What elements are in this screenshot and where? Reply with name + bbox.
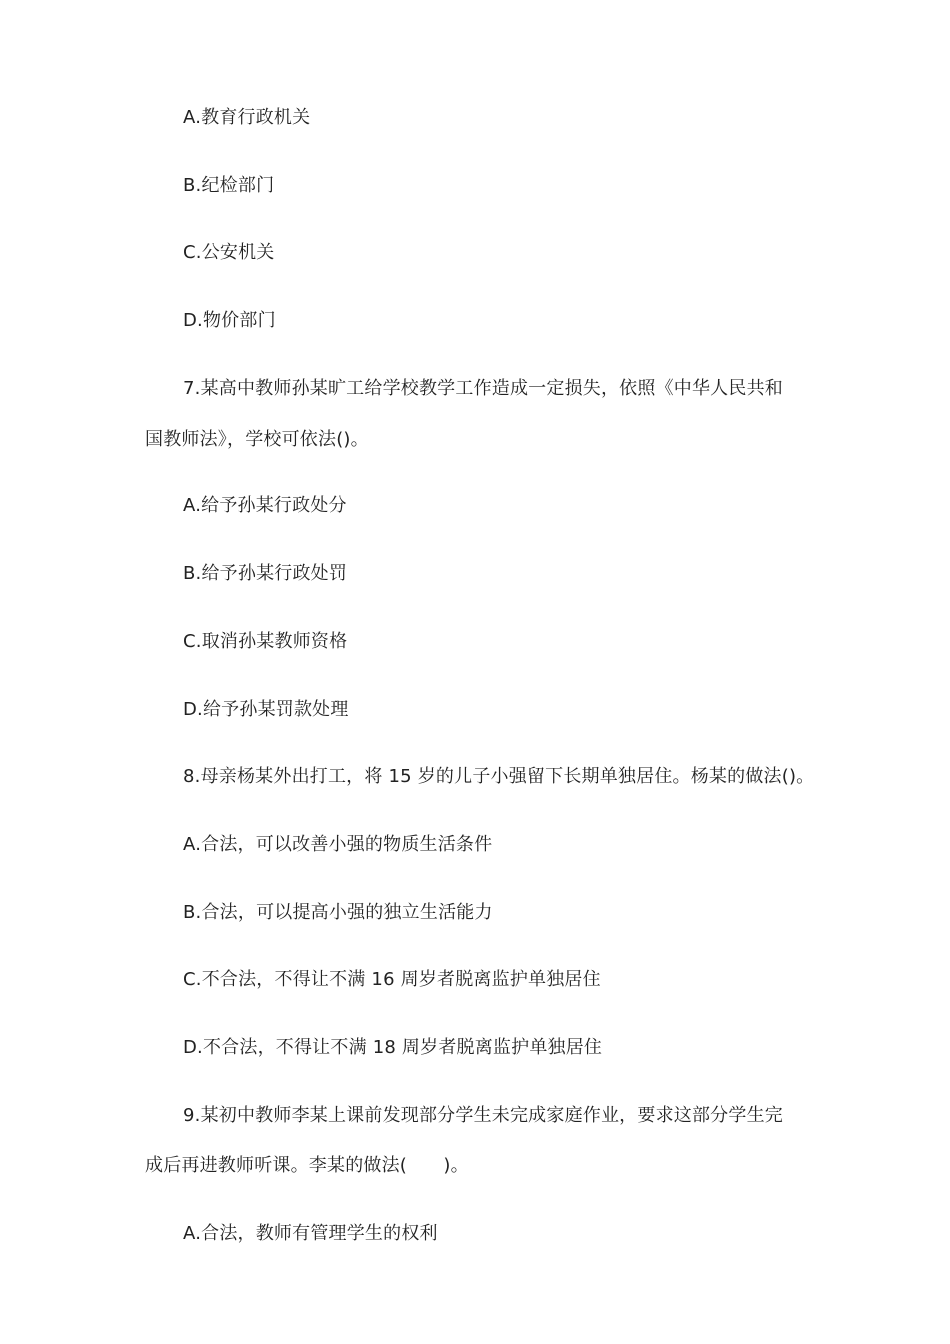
question-9-line-2: 成后再进教师听课。李某的做法( )。 <box>145 1155 469 1176</box>
option-8c: C.不合法，不得让不满 16 周岁者脱离监护单独居住 <box>183 969 601 990</box>
option-6c: C.公安机关 <box>183 242 275 263</box>
option-6d: D.物价部门 <box>183 310 276 331</box>
option-7b: B.给予孙某行政处罚 <box>183 563 348 584</box>
option-8d: D.不合法，不得让不满 18 周岁者脱离监护单独居住 <box>183 1037 603 1058</box>
option-6b: B.纪检部门 <box>183 175 275 196</box>
option-7d: D.给予孙某罚款处理 <box>183 699 349 720</box>
option-7a: A.给予孙某行政处分 <box>183 495 347 516</box>
option-7c: C.取消孙某教师资格 <box>183 631 348 652</box>
question-9-line-1: 9.某初中教师李某上课前发现部分学生未完成家庭作业，要求这部分学生完 <box>183 1105 783 1126</box>
question-7-line-2: 国教师法》，学校可依法()。 <box>145 429 369 450</box>
option-8b: B.合法，可以提高小强的独立生活能力 <box>183 902 493 923</box>
question-8: 8.母亲杨某外出打工，将 15 岁的儿子小强留下长期单独居住。杨某的做法()。 <box>183 766 815 787</box>
option-6a: A.教育行政机关 <box>183 107 311 128</box>
question-7-line-1: 7.某高中教师孙某旷工给学校教学工作造成一定损失，依照《中华人民共和 <box>183 378 783 399</box>
option-9a: A.合法，教师有管理学生的权利 <box>183 1223 438 1244</box>
option-8a: A.合法，可以改善小强的物质生活条件 <box>183 834 493 855</box>
